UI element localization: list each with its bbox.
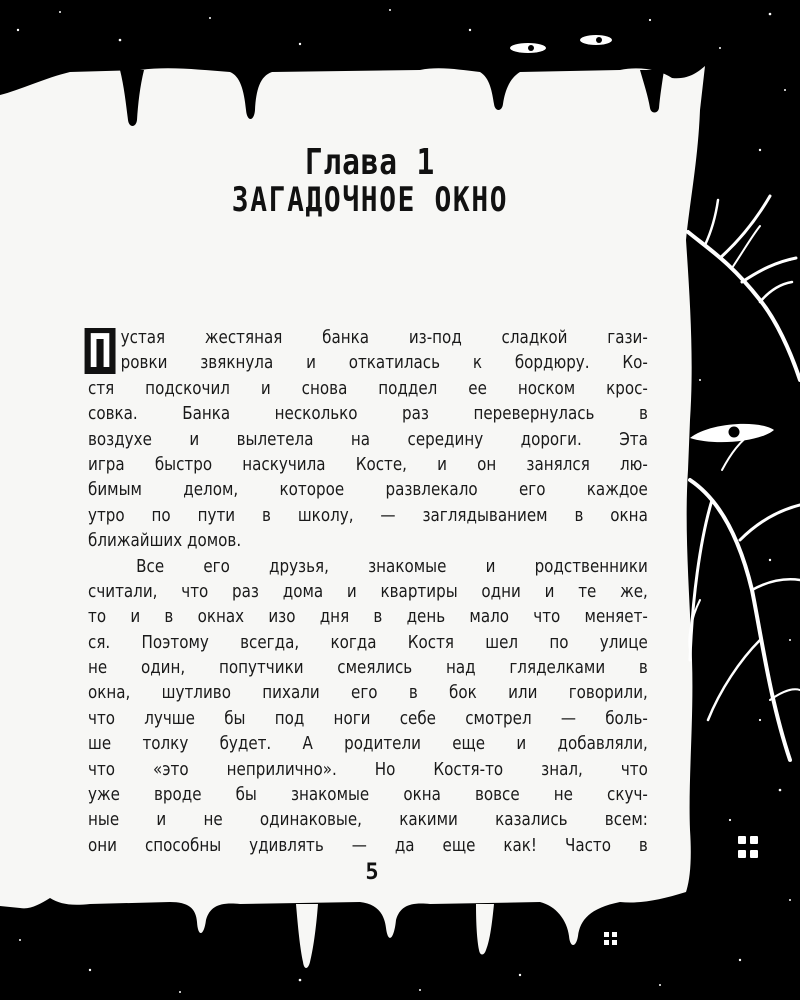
text-line: утро по пути в школу, — заглядыванием в окна bbox=[88, 505, 648, 526]
text-line: ные и не одинаковые, какими казались всем: bbox=[88, 810, 648, 831]
text-line: ше толку будет. А родители еще и добавляли, bbox=[88, 734, 648, 755]
chapter-number: Глава 1 bbox=[304, 142, 436, 183]
chapter-text bbox=[88, 324, 648, 859]
text-line: считали, что раз дома и квартиры одни и те же, bbox=[88, 581, 648, 602]
text-line: что «это неприлично». Но Костя-то знал, что bbox=[88, 759, 648, 780]
text-line: ровки звякнула и откатилась к бордюру. Ко- bbox=[120, 353, 648, 374]
text-line: то и в окнах изо дня в день мало что меняет- bbox=[88, 607, 648, 628]
text-line: окна, шутливо пихали его в бок или говорили, bbox=[88, 683, 648, 704]
text-line: что лучше бы под ноги себе смотрел — боль- bbox=[88, 708, 648, 729]
drop-cap bbox=[85, 324, 116, 378]
chapter-title: ЗАГАДОЧНОЕ ОКНО bbox=[231, 180, 509, 220]
text-line: они способны удивлять — да еще как! Часто в bbox=[88, 835, 648, 856]
text-line: уже вроде бы знакомые окна вовсе не скуч- bbox=[88, 785, 648, 806]
text-line: ся. Поэтому всегда, когда Костя шел по улице bbox=[88, 632, 648, 653]
text-line: бимым делом, которое развлекало его каждое bbox=[88, 480, 648, 501]
paragraph-2 bbox=[88, 555, 648, 860]
text-line: Все его друзья, знакомые и родственники bbox=[136, 556, 648, 577]
text-line: не один, попутчики смеялись над гляделками в bbox=[88, 658, 648, 679]
drop-cap-letter: П bbox=[88, 324, 112, 378]
text-line: ближайших домов. bbox=[88, 531, 242, 552]
paragraph-1 bbox=[88, 326, 648, 555]
text-line: совка. Банка несколько раз перевернулась в bbox=[88, 404, 648, 425]
text-line: устая жестяная банка из-под сладкой гази- bbox=[120, 328, 648, 348]
text-line: стя подскочил и снова поддел ее носком крос- bbox=[88, 378, 648, 399]
page-number: 5 bbox=[365, 860, 379, 885]
text-line: игра быстро наскучила Косте, и он занялся лю- bbox=[88, 454, 648, 475]
text-line: воздухе и вылетела на середину дороги. Эта bbox=[88, 429, 648, 450]
